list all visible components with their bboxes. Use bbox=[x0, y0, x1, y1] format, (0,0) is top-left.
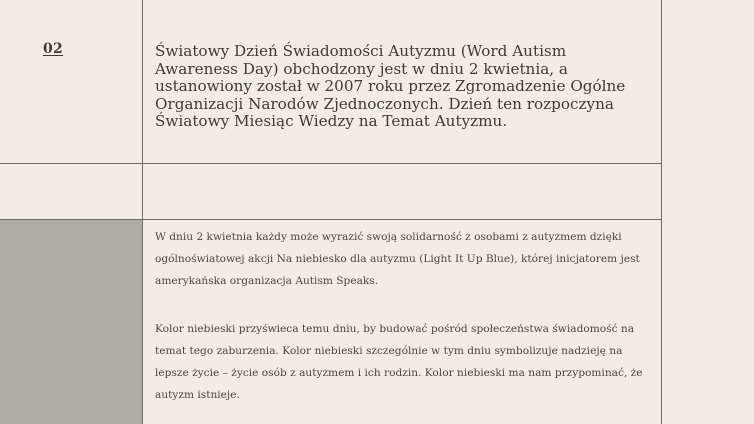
right-vertical-divider bbox=[661, 0, 662, 424]
body-paragraph-1: W dniu 2 kwietnia każdy może wyrazić swoją solidarność z osobami z autyzmem dzięki ogólnoświatowej akcji Na niebiesko dla autyzmu (Light It Up Blue), której inicjatorem jest amerykańska organizacja Autism Speaks. bbox=[155, 231, 640, 287]
body-paragraph-2: Kolor niebieski przyświeca temu dniu, by budować pośród społeczeństwa świadomość na temat tego zaburzenia. Kolor niebieski szczególnie w tym dniu symbolizuje nadzieję na lepsze życie – życie osób z autyzmem i ich rodzin. Kolor niebieski ma nam przypominać, że autyzm istnieje. bbox=[155, 323, 643, 401]
lower-horizontal-divider bbox=[0, 219, 662, 220]
left-vertical-divider bbox=[142, 0, 143, 424]
upper-horizontal-divider bbox=[0, 163, 662, 164]
slide-number: 02 bbox=[43, 41, 64, 57]
gray-side-panel bbox=[0, 219, 142, 424]
lead-paragraph: Światowy Dzień Świadomości Autyzmu (Word Autism Awareness Day) obchodzony jest w dniu 2 kwietnia, a ustanowiony został w 2007 roku przez Zgromadzenie Ogólne Organizacji Narodów Zjednoczonych. Dzień ten rozpoczyna Światowy Miesiąc Wiedzy na Temat Autyzmu. bbox=[155, 42, 626, 131]
